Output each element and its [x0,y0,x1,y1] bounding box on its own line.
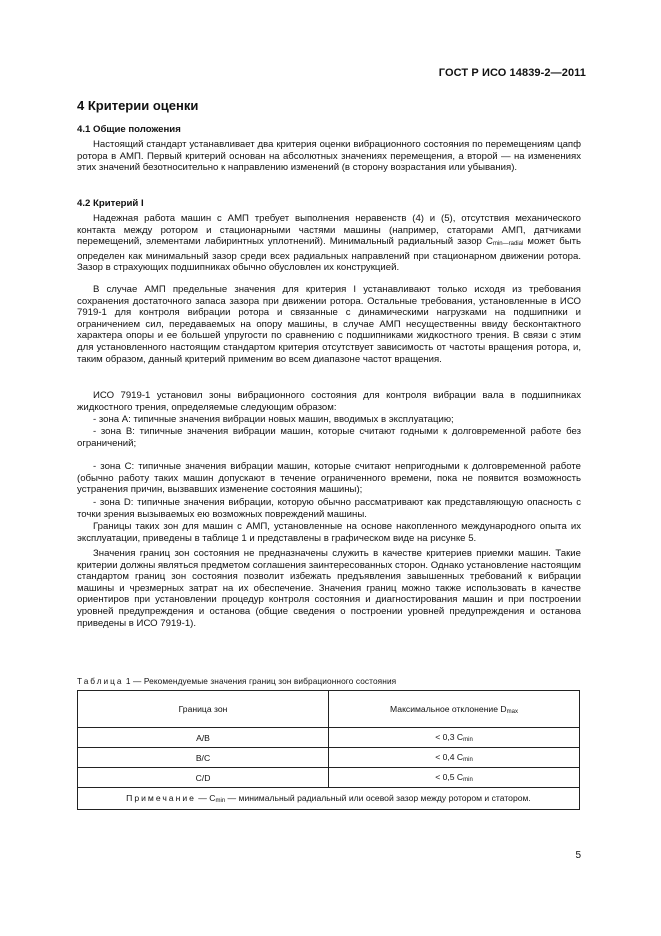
zone-cell: C/D [78,768,329,788]
value-cell: < 0,5 $C_{min}$ [329,768,580,788]
paragraph-general: Настоящий стандарт устанавливает два критерия оценки вибрационного состояния по перемещениям цапф ротора в АМП. Первый критерий основан на абсолютных значениях перемещения, а второй — на изменениях этих значений безотносительно к направлению изменений (в сторону возрастания или убывания). [77,139,581,174]
table-caption: Таблица 1 — Рекомендуемые значения границ зон вибрационного состояния [77,676,397,686]
section-title: 4 Критерии оценки [77,98,199,113]
document-code: ГОСТ Р ИСО 14839-2—2011 [438,67,586,79]
zone-boundaries-table [77,690,580,810]
zone-b-item: - зона B: типичные значения вибрации машин, которые считают годными к долговременной работе без ограничений; [77,426,581,449]
value-cell: < 0,3 $C_{min}$ [329,728,580,748]
value-cell: < 0,4 $C_{min}$ [329,748,580,768]
paragraph-criterion-1: Надежная работа машин с АМП требует выполнения неравенств (4) и (5), отсутствия механического контакта между ротором и стационарными частями машины (например, статорами АМП, датчиками перемещений, элементами лабиринтных уплотнений). Минимальный радиальный зазор $C_{min—radial}$ может быть определен как минимальный зазор среди всех радиальных направлений при стационарном движении ротора. Зазор в страхующих подшипниках обычно обусловлен их конструкцией. [77,213,581,274]
table-row [78,768,580,788]
table-note: Примечание — $C_{min}$ — минимальный радиальный или осевой зазор между ротором и статором. [78,788,580,810]
zone-d-item: - зона D: типичные значения вибрации, которую обычно рассматривают как представляющую опасность с точки зрения вызываемых ею возможных повреждений машины. [77,497,581,520]
paragraph-acceptance: Значения границ зон состояния не предназначены служить в качестве критериев приемки машин. Такие критерии должны являться предметом соглашения заинтересованных сторон. Однако установление настоящим стандартом границ зон состояния позволит избежать предъявления завышенных требований к вибрации машины и чрезмерных затрат на их обеспечение. Значения границ можно также использовать в качестве ориентиров при установлении процедур контроля состояния и диагностирования машин и при построении уровней предупреждения и останова (общие сведения о построении уровней предупреждения и останова приведены в ИСО 7919-1). [77,548,581,629]
table-row [78,728,580,748]
paragraph-amp-limits: В случае АМП предельные значения для критерия I устанавливают только исходя из требования сохранения достаточного запаса зазора при движении ротора. Остальные требования, установленные в ИСО 7919-1 для контроля вибрации ротора и связанные с динамическими нагрузками на подшипники и ограничением сил, передаваемых на опору машины, в случае АМП несущественны ввиду бесконтактного характера опоры и ее большей упругости по сравнению с подшипниками жидкостного трения. В связи с этим для установленного настоящим стандартом критерия отсутствует зависимость от частоты вращения ротора, и, таким образом, данный критерий применим во всем диапазоне частот вращения. [77,284,581,365]
paragraph-zone-boundaries: Границы таких зон для машин с АМП, установленные на основе накопленного международного опыта их эксплуатации, приведены в таблице 1 и представлены в графическом виде на рисунке 5. [77,521,581,544]
subsection-title-4-2: 4.2 Критерий I [77,198,144,209]
table-header-row [78,691,580,728]
subsection-title-4-1: 4.1 Общие положения [77,124,181,135]
table-row [78,748,580,768]
table-note-row [78,788,580,810]
zone-cell: A/B [78,728,329,748]
zone-a-item: - зона A: типичные значения вибрации новых машин, вводимых в эксплуатацию; [93,414,454,425]
zone-c-item: - зона C: типичные значения вибрации машин, которые считают непригодными к долговременной работе (обычно работу таких машин допускают в течение ограниченного времени, пока не появится возможность устранения причин, вызвавших изменение состояния машины); [77,461,581,496]
paragraph-iso-zones: ИСО 7919-1 установил зоны вибрационного состояния для контроля вибрации вала в подшипниках жидкостного трения, определяемые следующим образом: [77,390,581,413]
header-zone-boundary: Граница зон [78,691,329,728]
zone-cell: B/C [78,748,329,768]
page-number: 5 [575,850,581,861]
header-max-deviation: Максимальное отклонение $D_{max}$ [329,691,580,728]
